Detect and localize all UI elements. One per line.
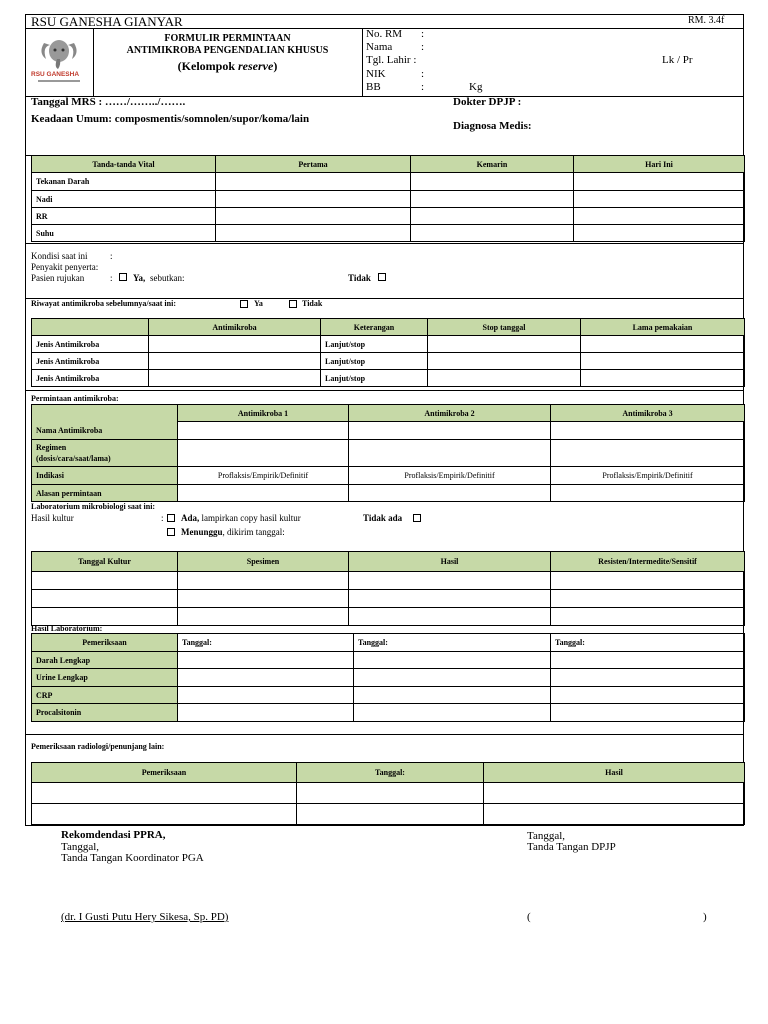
field-nama: Nama <box>366 41 393 53</box>
form-title-line3: (Kelompok reserve) <box>177 59 278 73</box>
row-label-alasan: Alasan permintaan <box>32 485 178 502</box>
bb-unit: Kg <box>469 81 483 93</box>
rujukan-tidak-checkbox[interactable] <box>378 273 386 281</box>
hasil-lab-label: Hasil Laboratorium: <box>31 624 103 633</box>
table-row <box>32 804 745 825</box>
tanggal-left: Tanggal, <box>61 841 100 853</box>
permintaan-label: Permintaan antimikroba: <box>31 394 119 403</box>
hospital-logo <box>30 33 88 91</box>
dpjp-signature-open: ( <box>527 911 531 923</box>
vitals-table: Tanda-tanda Vital Pertama Kemarin Hari Ini Tekanan Darah Nadi RR Suhu <box>31 155 745 242</box>
form-title-line1: FORMULIR PERMINTAAN <box>164 33 291 44</box>
row-label-nama: Nama Antimikroba <box>32 405 178 440</box>
kondisi-label: Kondisi saat ini <box>31 251 88 261</box>
rujukan-tidak-label: Tidak <box>348 273 371 283</box>
request-table: Nama Antimikroba Antimikroba 1 Antimikroba 2 Antimikroba 3 Regimen (dosis/cara/saat/lama) Indikasi Proflaksis/Empirik/Definitif Proflaksis/Empirik/Definitif Proflaksis/Empirik/Definitif Alasan permintaan <box>31 404 745 502</box>
table-row <box>32 783 745 804</box>
gender-option[interactable]: Lk / Pr <box>662 54 693 66</box>
table-row: Urine Lengkap <box>32 669 745 687</box>
tanggal-right: Tanggal, <box>527 830 566 842</box>
table-row: Tekanan Darah <box>32 173 745 191</box>
ttd-koordinator: Tanda Tangan Koordinator PGA <box>61 852 204 864</box>
row-label-indikasi: Indikasi <box>32 467 178 485</box>
table-row: Jenis Antimikroba Lanjut/stop <box>32 370 745 387</box>
rujukan-ya-checkbox[interactable] <box>119 273 127 281</box>
kultur-ada-checkbox[interactable] <box>167 514 175 522</box>
tanggal-mrs[interactable]: Tanggal MRS : ……/……../……. <box>31 96 186 108</box>
rm-code: RM. 3.4f <box>688 15 725 26</box>
table-row <box>32 608 745 626</box>
field-nik: NIK <box>366 68 386 80</box>
table-row <box>32 572 745 590</box>
table-row: Nadi <box>32 191 745 208</box>
field-no-rm: No. RM <box>366 28 403 40</box>
dpjp-signature-close: ) <box>703 911 707 923</box>
radiologi-label: Pemeriksaan radiologi/penunjang lain: <box>31 742 165 751</box>
history-table: Antimikroba Keterangan Stop tanggal Lama pemakaian Jenis Antimikroba Lanjut/stop Jenis Antimikroba Lanjut/stop Jenis Antimikroba Lanjut/stop <box>31 318 745 387</box>
kultur-menunggu-checkbox[interactable] <box>167 528 175 536</box>
rekomendasi-ppra: Rekomdendasi PPRA, <box>61 829 166 841</box>
hasil-kultur-label: Hasil kultur <box>31 513 74 523</box>
field-tgl-lahir: Tgl. Lahir : <box>366 54 417 66</box>
riwayat-tidak-checkbox[interactable] <box>289 300 297 308</box>
lab-mikrobiologi-label: Laboratorium mikrobiologi saat ini: <box>31 502 156 511</box>
hasil-lab-table: Pemeriksaan Tanggal: Tanggal: Tanggal: Darah Lengkap Urine Lengkap CRP Procalsitonin <box>31 633 745 722</box>
table-row: Procalsitonin <box>32 704 745 722</box>
pasien-rujukan-label: Pasien rujukan <box>31 273 85 283</box>
riwayat-label: Riwayat antimikroba sebelumnya/saat ini: <box>31 299 176 308</box>
riwayat-ya-checkbox[interactable] <box>240 300 248 308</box>
form-title-line2: ANTIMIKROBA PENGENDALIAN KHUSUS <box>126 45 329 56</box>
ganesha-logo-icon <box>30 33 88 91</box>
table-row: Jenis Antimikroba Lanjut/stop <box>32 353 745 370</box>
table-row: Suhu <box>32 225 745 242</box>
hospital-name: RSU GANESHA GIANYAR <box>31 14 183 29</box>
table-row: RR <box>32 208 745 225</box>
koordinator-name: (dr. I Gusti Putu Hery Sikesa, Sp. PD) <box>61 911 229 923</box>
kultur-tidak-ada-checkbox[interactable] <box>413 514 421 522</box>
diagnosa-medis[interactable]: Diagnosa Medis: <box>453 120 532 132</box>
field-bb: BB <box>366 81 381 93</box>
tidak-ada-label: Tidak ada <box>363 513 403 523</box>
radiologi-table: Pemeriksaan Tanggal: Hasil <box>31 762 745 825</box>
table-row: CRP <box>32 687 745 704</box>
table-row <box>32 590 745 608</box>
rujukan-ya-label: Ya, <box>133 273 146 283</box>
table-row: Darah Lengkap <box>32 652 745 669</box>
kultur-table: Tanggal Kultur Spesimen Hasil Resisten/Intermedite/Sensitif <box>31 551 745 626</box>
logo-text: RSU GANESHA <box>31 71 80 78</box>
row-label-regimen: Regimen (dosis/cara/saat/lama) <box>32 440 178 467</box>
ttd-dpjp: Tanda Tangan DPJP <box>527 841 616 853</box>
dokter-dpjp[interactable]: Dokter DPJP : <box>453 96 522 108</box>
keadaan-umum[interactable]: Keadaan Umum: composmentis/somnolen/supor/koma/lain <box>31 113 310 125</box>
penyakit-penyerta-label: Penyakit penyerta: <box>31 262 99 272</box>
table-row: Jenis Antimikroba Lanjut/stop <box>32 336 745 353</box>
